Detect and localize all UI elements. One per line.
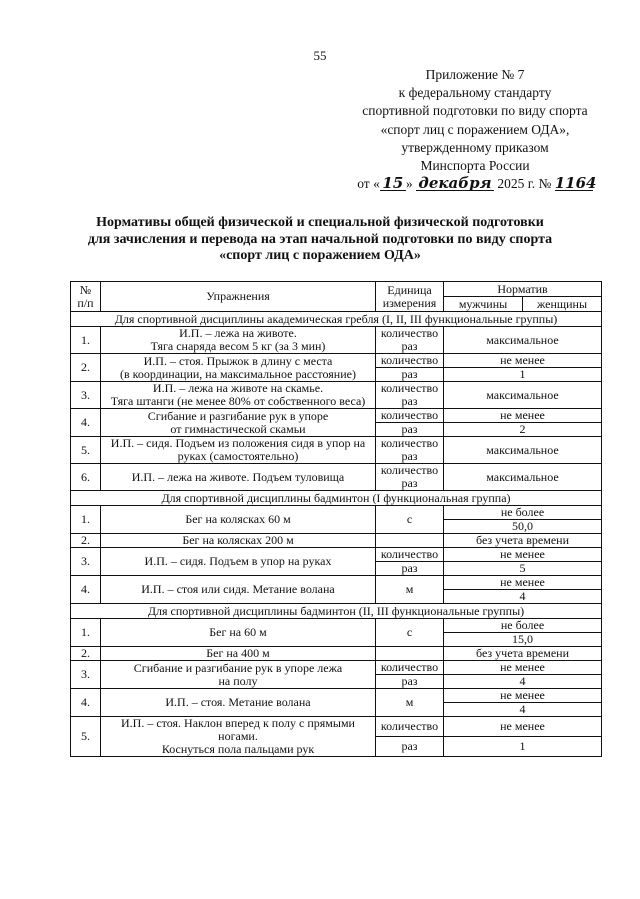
row-unit-l1: количество <box>376 354 444 368</box>
exercise-line: Бег на колясках 60 м <box>185 512 291 526</box>
exercise-line: И.П. – стоя. Метание волана <box>165 695 311 709</box>
unit-line: количество <box>380 463 439 477</box>
row-exercise <box>101 354 376 382</box>
row-unit: м <box>376 689 444 717</box>
header-unit-l1: Единица <box>387 282 432 297</box>
row-unit: с <box>376 619 444 647</box>
page-number: 55 <box>313 48 327 63</box>
table-row <box>71 619 602 633</box>
unit-line: количество <box>380 436 439 450</box>
exercise-line: И.П. – лежа на животе на скамье. <box>152 381 324 395</box>
row-number: 4. <box>71 409 101 437</box>
header-num-l2: п/п <box>77 295 94 310</box>
row-unit <box>376 534 444 548</box>
norm-condition: не менее <box>444 409 602 423</box>
row-exercise <box>101 382 376 409</box>
row-unit: м <box>376 576 444 604</box>
row-exercise <box>101 437 376 464</box>
document-title <box>70 215 570 265</box>
exercise-line: Бег на 60 м <box>209 625 267 639</box>
row-number: 3. <box>71 382 101 409</box>
table-row <box>71 717 602 737</box>
row-unit-l1: количество <box>376 717 444 737</box>
row-number: 4. <box>71 576 101 604</box>
table-row <box>71 534 602 548</box>
row-unit-l1: количество <box>376 661 444 675</box>
norm-value: 15,0 <box>444 633 602 647</box>
exercise-line: Тяга снаряда весом 5 кг (за 3 мин) <box>150 339 326 353</box>
row-unit <box>376 464 444 491</box>
row-number: 1. <box>71 619 101 647</box>
norms-table-body <box>71 282 602 757</box>
norm-value: максимальное <box>444 382 602 409</box>
header-women: женщины <box>523 297 602 312</box>
row-unit-l2: раз <box>376 737 444 757</box>
row-number: 3. <box>71 548 101 576</box>
exercise-line: на полу <box>218 673 258 688</box>
order-date-line <box>320 175 630 193</box>
norm-value: 2 <box>444 423 602 437</box>
date-prefix: от « <box>357 176 380 192</box>
date-year: 2025 г. № <box>497 176 552 192</box>
header-men: мужчины <box>444 297 523 312</box>
row-number: 3. <box>71 661 101 689</box>
header-num-l1: № <box>79 282 92 297</box>
table-row <box>71 506 602 520</box>
norm-value: 4 <box>444 590 602 604</box>
row-number: 5. <box>71 717 101 757</box>
norm-condition: не менее <box>444 717 602 737</box>
exercise-line: И.П. – стоя или сидя. Метание волана <box>141 582 335 596</box>
row-exercise <box>101 661 376 689</box>
exercise-line: И.П. – лежа на животе. <box>179 326 297 340</box>
unit-line: раз <box>401 339 418 353</box>
row-unit: с <box>376 506 444 534</box>
appendix-line: к федеральному стандарту <box>398 85 552 101</box>
row-number: 2. <box>71 534 101 548</box>
section-title: Для спортивной дисциплины бадминтон (I функциональная группа) <box>71 491 602 506</box>
header-exercise: Упражнения <box>101 282 376 312</box>
norm-condition: не менее <box>444 548 602 562</box>
table-row <box>71 548 602 562</box>
title-line: Нормативы общей физической и специальной физической подготовки <box>96 215 544 230</box>
header-unit <box>376 282 444 312</box>
row-exercise <box>101 576 376 604</box>
row-number: 4. <box>71 689 101 717</box>
row-exercise <box>101 647 376 661</box>
norm-value: 4 <box>444 703 602 717</box>
row-number: 6. <box>71 464 101 491</box>
row-unit <box>376 647 444 661</box>
norm-condition: не менее <box>444 661 602 675</box>
section-title: Для спортивной дисциплины академическая гребля (I, II, III функциональные группы) <box>71 312 602 327</box>
row-unit <box>376 327 444 354</box>
row-number: 2. <box>71 354 101 382</box>
row-exercise <box>101 689 376 717</box>
row-number: 2. <box>71 647 101 661</box>
norm-value: 1 <box>444 368 602 382</box>
exercise-line: Бег на 400 м <box>206 646 270 660</box>
row-unit <box>376 437 444 464</box>
section-row <box>71 604 602 619</box>
section-row <box>71 491 602 506</box>
exercise-line: И.П. – стоя. Прыжок в длину с места <box>143 353 333 368</box>
table-row <box>71 382 602 409</box>
date-day: 15 <box>380 176 406 191</box>
row-unit-l2: раз <box>376 562 444 576</box>
row-number: 1. <box>71 327 101 354</box>
norm-condition: не более <box>444 506 602 520</box>
row-unit-l2: раз <box>376 368 444 382</box>
table-row <box>71 647 602 661</box>
appendix-title: Приложение № 7 <box>425 67 525 82</box>
row-exercise <box>101 548 376 576</box>
table-row <box>71 354 602 368</box>
exercise-line: Тяга штанги (не менее 80% от собственного веса) <box>110 394 366 408</box>
row-number: 5. <box>71 437 101 464</box>
table-row <box>71 576 602 590</box>
row-exercise <box>101 717 376 757</box>
title-line: «спорт лиц с поражением ОДА» <box>219 248 421 263</box>
row-unit-l2: раз <box>376 423 444 437</box>
row-exercise <box>101 409 376 437</box>
appendix-block <box>320 66 630 193</box>
row-unit-l1: количество <box>376 548 444 562</box>
title-line: для зачисления и перевода на этап начальной подготовки по виду спорта <box>87 231 553 247</box>
norm-value: максимальное <box>444 327 602 354</box>
order-number: 1164 <box>554 174 597 193</box>
header-unit-l2: измерения <box>382 295 437 310</box>
norms-table <box>70 281 602 757</box>
table-row <box>71 437 602 464</box>
header-norm: Норматив <box>444 282 602 297</box>
norm-condition: не менее <box>444 576 602 590</box>
exercise-line: И.П. – сидя. Подъем из положения сидя в упор на <box>110 436 366 450</box>
norm-value: максимальное <box>444 437 602 464</box>
section-title: Для спортивной дисциплины бадминтон (II, III функциональные группы) <box>71 604 602 619</box>
header-row <box>71 282 602 297</box>
exercise-line: (в координации, на максимальное расстояние) <box>120 366 356 381</box>
appendix-line: Минспорта России <box>420 158 530 174</box>
section-row <box>71 312 602 327</box>
unit-line: раз <box>401 394 418 408</box>
norm-value: без учета времени <box>444 647 602 661</box>
norm-value: без учета времени <box>444 534 602 548</box>
row-unit-l1: количество <box>376 409 444 423</box>
exercise-line: руках (самостоятельно) <box>177 449 299 463</box>
exercise-line: Коснуться пола пальцами рук <box>161 742 315 756</box>
row-exercise <box>101 534 376 548</box>
norm-value: 4 <box>444 675 602 689</box>
table-row <box>71 661 602 675</box>
row-exercise <box>101 327 376 354</box>
row-exercise <box>101 619 376 647</box>
exercise-line: Сгибание и разгибание рук в упоре <box>147 408 329 423</box>
exercise-line: И.П. – лежа на животе. Подъем туловища <box>131 469 345 484</box>
header-num <box>71 282 101 312</box>
exercise-line: Сгибание и разгибание рук в упоре лежа <box>133 660 343 675</box>
norm-value: 50,0 <box>444 520 602 534</box>
date-mid: » <box>405 176 413 192</box>
row-number: 1. <box>71 506 101 534</box>
appendix-line: «спорт лиц с поражением ОДА», <box>380 121 570 137</box>
exercise-line: И.П. – сидя. Подъем в упор на руках <box>144 554 332 568</box>
row-unit <box>376 382 444 409</box>
unit-line: раз <box>401 476 418 490</box>
exercise-line: И.П. – стоя. Наклон вперед к полу с прямыми <box>121 716 355 730</box>
exercise-line: от гимнастической скамьи <box>170 421 306 436</box>
appendix-line: утвержденному приказом <box>401 139 549 155</box>
table-row <box>71 409 602 423</box>
row-exercise <box>101 464 376 491</box>
norm-value: 5 <box>444 562 602 576</box>
norm-condition: не менее <box>444 689 602 703</box>
appendix-line: спортивной подготовки по виду спорта <box>362 103 588 119</box>
unit-line: раз <box>401 449 418 463</box>
exercise-line: Бег на колясках 200 м <box>182 533 294 547</box>
table-row <box>71 464 602 491</box>
row-exercise <box>101 506 376 534</box>
norm-value: 1 <box>444 737 602 757</box>
exercise-line: ногами. <box>218 729 258 743</box>
unit-line: количество <box>380 381 439 395</box>
unit-line: количество <box>380 326 439 340</box>
norm-condition: не более <box>444 619 602 633</box>
table-row <box>71 689 602 703</box>
date-month: декабря <box>416 176 494 191</box>
row-unit-l2: раз <box>376 675 444 689</box>
norm-condition: не менее <box>444 354 602 368</box>
norm-value: максимальное <box>444 464 602 491</box>
table-row <box>71 327 602 354</box>
